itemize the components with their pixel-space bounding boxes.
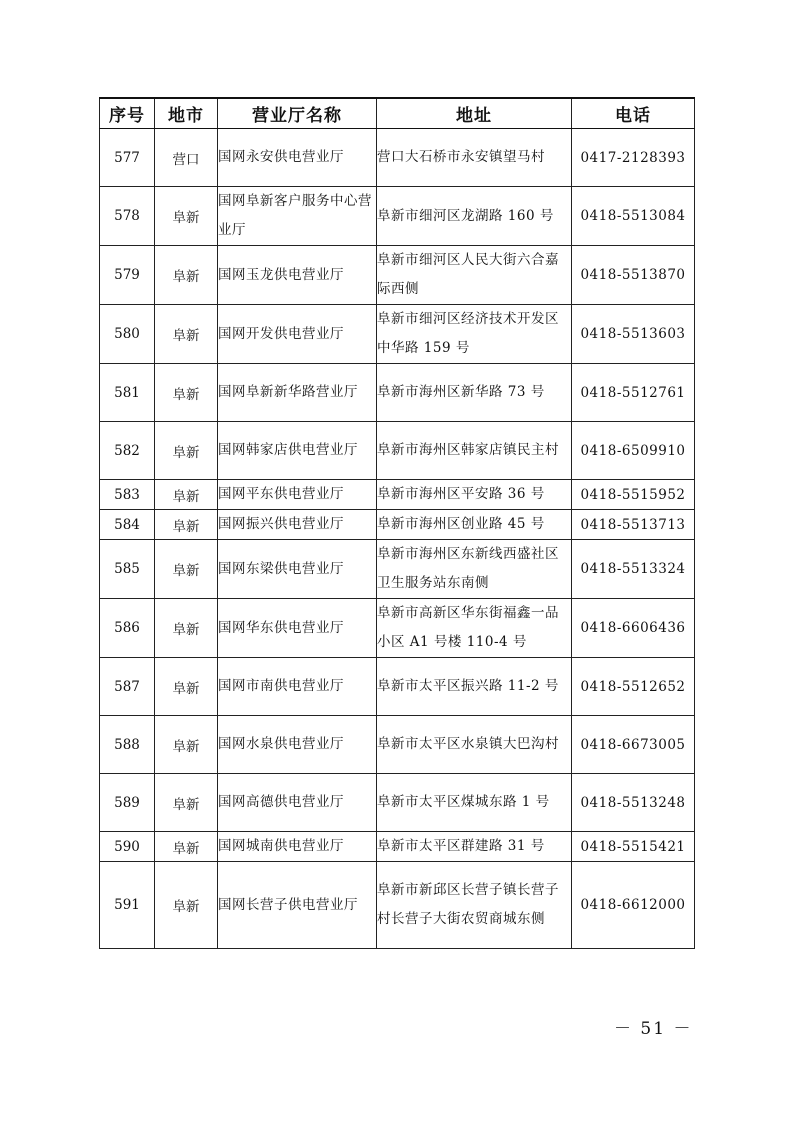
cell-phone: 0418-5513248	[572, 774, 695, 832]
table-row	[100, 716, 695, 774]
table-row	[100, 480, 695, 510]
cell-no: 579	[100, 246, 155, 305]
cell-no: 591	[100, 862, 155, 949]
cell-phone: 0418-5513084	[572, 187, 695, 246]
cell-phone: 0418-6612000	[572, 862, 695, 949]
table-header-row	[100, 98, 695, 129]
cell-city: 阜新	[155, 716, 218, 774]
cell-hall-name: 国网玉龙供电营业厅	[218, 246, 377, 305]
cell-hall-name: 国网平东供电营业厅	[218, 480, 377, 510]
cell-city: 阜新	[155, 422, 218, 480]
cell-no: 588	[100, 716, 155, 774]
cell-address: 阜新市海州区新华路 73 号	[377, 364, 572, 422]
table-row	[100, 540, 695, 599]
cell-city: 阜新	[155, 540, 218, 599]
cell-phone: 0418-5515421	[572, 832, 695, 862]
cell-hall-name: 国网华东供电营业厅	[218, 599, 377, 658]
cell-hall-name: 国网水泉供电营业厅	[218, 716, 377, 774]
table-row	[100, 187, 695, 246]
header-city: 地市	[155, 98, 218, 129]
cell-hall-name: 国网长营子供电营业厅	[218, 862, 377, 949]
table-row	[100, 832, 695, 862]
cell-no: 580	[100, 305, 155, 364]
cell-phone: 0417-2128393	[572, 129, 695, 187]
cell-address: 阜新市细河区经济技术开发区中华路 159 号	[377, 305, 572, 364]
cell-no: 584	[100, 510, 155, 540]
cell-city: 阜新	[155, 862, 218, 949]
cell-hall-name: 国网阜新新华路营业厅	[218, 364, 377, 422]
table-body	[100, 129, 695, 949]
cell-no: 583	[100, 480, 155, 510]
cell-address: 阜新市细河区人民大街六合嘉际西侧	[377, 246, 572, 305]
cell-address: 阜新市新邱区长营子镇长营子村长营子大街农贸商城东侧	[377, 862, 572, 949]
cell-address: 阜新市太平区振兴路 11-2 号	[377, 658, 572, 716]
page-number: － 51 －	[614, 1019, 693, 1039]
table-row	[100, 129, 695, 187]
cell-address: 阜新市细河区龙湖路 160 号	[377, 187, 572, 246]
cell-city: 阜新	[155, 832, 218, 862]
cell-phone: 0418-5515952	[572, 480, 695, 510]
cell-phone: 0418-5512761	[572, 364, 695, 422]
cell-city: 阜新	[155, 480, 218, 510]
cell-address: 阜新市高新区华东街福鑫一品小区 A1 号楼 110-4 号	[377, 599, 572, 658]
header-address: 地址	[377, 98, 572, 129]
cell-phone: 0418-5513324	[572, 540, 695, 599]
cell-address: 营口大石桥市永安镇望马村	[377, 129, 572, 187]
cell-no: 585	[100, 540, 155, 599]
table-row	[100, 364, 695, 422]
cell-phone: 0418-5513603	[572, 305, 695, 364]
table-row	[100, 510, 695, 540]
cell-hall-name: 国网市南供电营业厅	[218, 658, 377, 716]
table-row	[100, 862, 695, 949]
cell-no: 581	[100, 364, 155, 422]
service-hall-table	[99, 97, 695, 949]
cell-city: 阜新	[155, 187, 218, 246]
cell-city: 阜新	[155, 364, 218, 422]
cell-address: 阜新市海州区创业路 45 号	[377, 510, 572, 540]
cell-address: 阜新市太平区群建路 31 号	[377, 832, 572, 862]
cell-city: 阜新	[155, 774, 218, 832]
cell-phone: 0418-6606436	[572, 599, 695, 658]
cell-phone: 0418-5513870	[572, 246, 695, 305]
table-row	[100, 658, 695, 716]
cell-phone: 0418-5513713	[572, 510, 695, 540]
cell-city: 阜新	[155, 246, 218, 305]
cell-address: 阜新市太平区煤城东路 1 号	[377, 774, 572, 832]
header-hall-name: 营业厅名称	[218, 98, 377, 129]
cell-city: 阜新	[155, 510, 218, 540]
header-no: 序号	[100, 98, 155, 129]
cell-hall-name: 国网振兴供电营业厅	[218, 510, 377, 540]
cell-no: 586	[100, 599, 155, 658]
cell-hall-name: 国网永安供电营业厅	[218, 129, 377, 187]
cell-no: 589	[100, 774, 155, 832]
table-row	[100, 422, 695, 480]
cell-hall-name: 国网高德供电营业厅	[218, 774, 377, 832]
table-row	[100, 774, 695, 832]
cell-phone: 0418-6673005	[572, 716, 695, 774]
cell-hall-name: 国网韩家店供电营业厅	[218, 422, 377, 480]
cell-phone: 0418-5512652	[572, 658, 695, 716]
cell-no: 590	[100, 832, 155, 862]
cell-city: 阜新	[155, 658, 218, 716]
cell-hall-name: 国网阜新客户服务中心营业厅	[218, 187, 377, 246]
cell-city: 营口	[155, 129, 218, 187]
cell-no: 582	[100, 422, 155, 480]
table-row	[100, 246, 695, 305]
table-row	[100, 599, 695, 658]
cell-hall-name: 国网城南供电营业厅	[218, 832, 377, 862]
cell-city: 阜新	[155, 599, 218, 658]
cell-address: 阜新市海州区韩家店镇民主村	[377, 422, 572, 480]
cell-address: 阜新市太平区水泉镇大巴沟村	[377, 716, 572, 774]
table-row	[100, 305, 695, 364]
cell-no: 587	[100, 658, 155, 716]
cell-address: 阜新市海州区东新线西盛社区卫生服务站东南侧	[377, 540, 572, 599]
cell-hall-name: 国网开发供电营业厅	[218, 305, 377, 364]
cell-no: 578	[100, 187, 155, 246]
cell-no: 577	[100, 129, 155, 187]
cell-phone: 0418-6509910	[572, 422, 695, 480]
cell-address: 阜新市海州区平安路 36 号	[377, 480, 572, 510]
cell-city: 阜新	[155, 305, 218, 364]
cell-hall-name: 国网东梁供电营业厅	[218, 540, 377, 599]
header-phone: 电话	[572, 98, 695, 129]
